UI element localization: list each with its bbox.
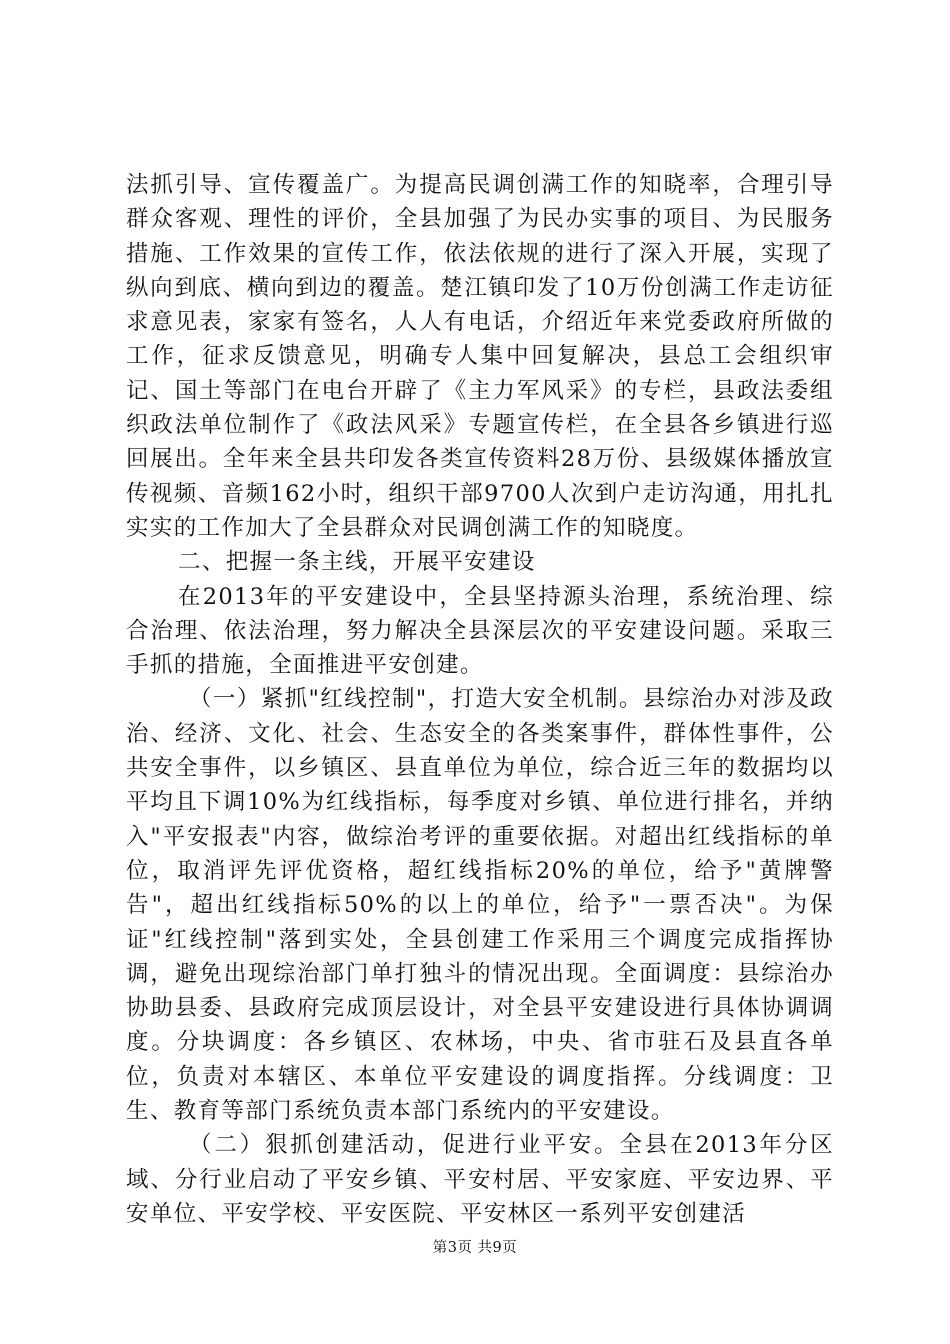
paragraph-intro: 在2013年的平安建设中，全县坚持源头治理，系统治理、综合治理、依法治理，努力解决全县深层次的平安建设问题。采取三手抓的措施，全面推进平安创建。 (126, 583, 834, 679)
paragraph-item-2: （二）狠抓创建活动，促进行业平安。全县在2013年分区域、分行业启动了平安乡镇、平安村居、平安家庭、平安边界、平安单位、平安学校、平安医院、平安林区一系列平安创建活 (126, 1132, 834, 1227)
paragraph-continuation: 法抓引导、宣传覆盖广。为提高民调创满工作的知晓率，合理引导群众客观、理性的评价，全县加强了为民办实事的项目、为民服务措施、工作效果的宣传工作，依法依规的进行了深入开展，实现了纵向到底、横向到边的覆盖。楚江镇印发了10万份创满工作走访征求意见表，家家有签名，人人有电话，介绍近年来党委政府所做的工作，征求反馈意见，明确专人集中回复解决，县总工会组织审记、国土等部门在电台开辟了《主力军风采》的专栏，县政法委组织政法单位制作了《政法风采》专题宣传栏，在全县各乡镇进行巡回展出。全年来全县共印发各类宣传资料28万份、县级媒体播放宣传视频、音频162小时，组织干部9700人次到户走访沟通，用扎扎实实的工作加大了全县群众对民调创满工作的知晓度。 (126, 172, 834, 541)
section-heading: 二、把握一条主线，开展平安建设 (178, 549, 536, 576)
document-body (126, 168, 834, 1231)
paragraph-item-1: （一）紧抓"红线控制"，打造大安全机制。县综治办对涉及政治、经济、文化、社会、生态安全的各类案事件，群体性事件，公共安全事件，以乡镇区、县直单位为单位，综合近三年的数据均以平均且下调10%为红线指标，每季度对乡镇、单位进行排名，并纳入"平安报表"内容，做综治考评的重要依据。对超出红线指标的单位，取消评先评优资格，超红线指标20%的单位，给予"黄牌警告"，超出红线指标50%的以上的单位，给予"一票否决"。为保证"红线控制"落到实处，全县创建工作采用三个调度完成指挥协调，避免出现综治部门单打独斗的情况出现。全面调度：县综治办协助县委、县政府完成顶层设计，对全县平安建设进行具体协调调度。分块调度：各乡镇区、农林场，中央、省市驻石及县直各单位，负责对本辖区、本单位平安建设的调度指挥。分线调度：卫生、教育等部门系统负责本部门系统内的平安建设。 (126, 686, 834, 1125)
page-number-footer: 第3页 共9页 (432, 1240, 518, 1256)
